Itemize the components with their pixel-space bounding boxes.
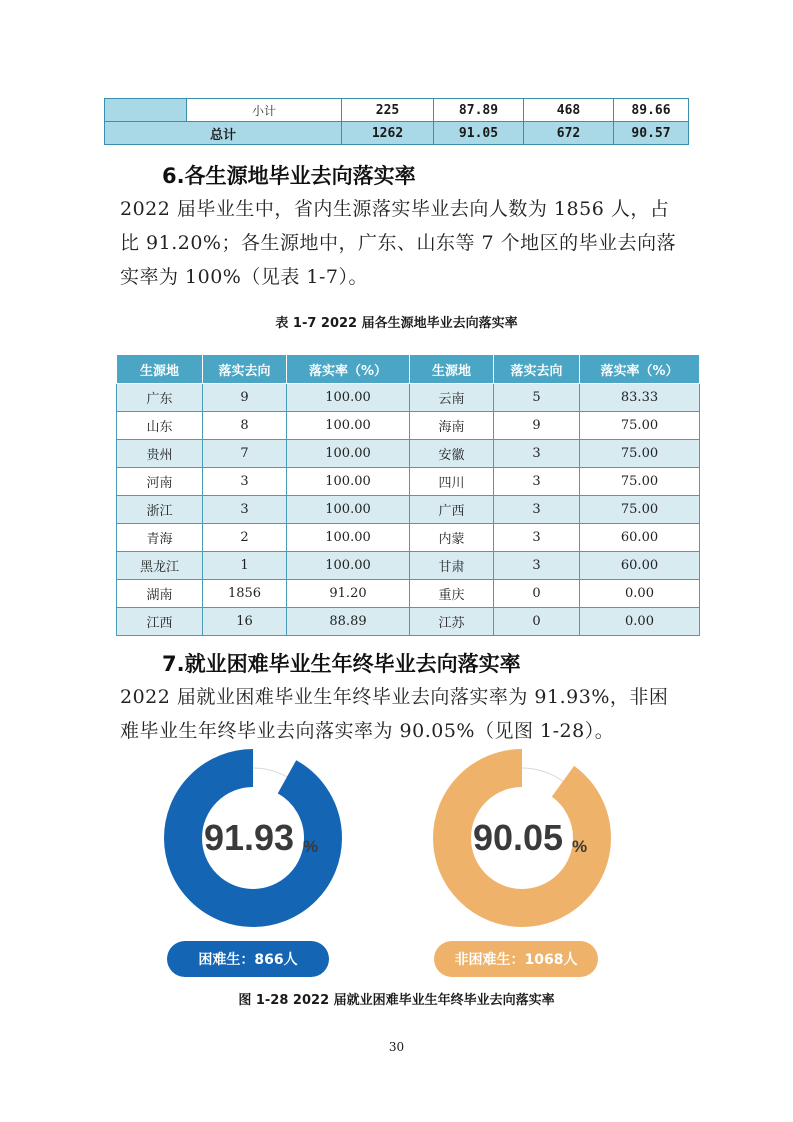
table-cell: 60.00: [580, 552, 700, 580]
table-cell: 3: [494, 468, 580, 496]
table-row: [117, 608, 700, 636]
table-cell: 75.00: [580, 412, 700, 440]
table-cell: 内蒙: [410, 524, 494, 552]
table-cell: 100.00: [287, 496, 410, 524]
table-cell: 91.20: [287, 580, 410, 608]
subtotal-label: 小计: [187, 99, 342, 122]
section7-heading: 7.就业困难毕业生年终毕业去向落实率: [162, 652, 521, 676]
table17-header-row: [117, 355, 700, 384]
section6-paragraph: 2022 届毕业生中，省内生源落实毕业去向人数为 1856 人，占比 91.20%；各生源地中，广东、山东等 7 个地区的毕业去向落实率为 100%（见表 1-7）。: [120, 198, 677, 288]
header-origin: 生源地: [117, 355, 203, 384]
table-cell: 黑龙江: [117, 552, 203, 580]
table-cell: 广东: [117, 384, 203, 412]
header-placed: 落实去向: [494, 355, 580, 384]
table-cell: 江西: [117, 608, 203, 636]
table-cell: 100.00: [287, 412, 410, 440]
donut-value-difficult: 91.93: [203, 817, 295, 858]
table-cell: 江苏: [410, 608, 494, 636]
table-cell: 山东: [117, 412, 203, 440]
donut-chart-difficult: [163, 748, 343, 928]
table17-caption: 表 1-7 2022 届各生源地毕业去向落实率: [275, 316, 518, 331]
table-cell: 100.00: [287, 384, 410, 412]
badge-difficult: 困难生：866人: [167, 941, 329, 977]
badge-nondifficult: 非困难生：1068人: [434, 941, 598, 977]
table-cell: 60.00: [580, 524, 700, 552]
header-origin: 生源地: [410, 355, 494, 384]
table-cell: 3: [494, 552, 580, 580]
table-cell: 88.89: [287, 608, 410, 636]
donut-unit: %: [303, 837, 319, 856]
table-cell: 5: [494, 384, 580, 412]
table-cell: 四川: [410, 468, 494, 496]
table-cell: 青海: [117, 524, 203, 552]
subtotal-row: 小计 225 87.89 468 89.66: [105, 99, 689, 122]
table-cell: 甘肃: [410, 552, 494, 580]
table-row: [117, 580, 700, 608]
table-cell: 8: [203, 412, 287, 440]
table-cell: 河南: [117, 468, 203, 496]
header-rate: 落实率（%）: [580, 355, 700, 384]
header-placed: 落实去向: [203, 355, 287, 384]
table-cell: 3: [494, 524, 580, 552]
table-cell: 0: [494, 608, 580, 636]
table-cell: 75.00: [580, 468, 700, 496]
table-row: [117, 384, 700, 412]
table-cell: 云南: [410, 384, 494, 412]
table-cell: 广西: [410, 496, 494, 524]
table17: [116, 354, 700, 636]
table-cell: 1856: [203, 580, 287, 608]
table-cell: 7: [203, 440, 287, 468]
table-cell: 海南: [410, 412, 494, 440]
table-row: [117, 524, 700, 552]
table-cell: 0.00: [580, 608, 700, 636]
table-row: [117, 440, 700, 468]
table-cell: 100.00: [287, 468, 410, 496]
table-cell: 3: [494, 496, 580, 524]
table-row: [117, 412, 700, 440]
table-cell: 100.00: [287, 440, 410, 468]
table-cell: 贵州: [117, 440, 203, 468]
table-cell: 75.00: [580, 440, 700, 468]
table-cell: 100.00: [287, 552, 410, 580]
table-cell: 湖南: [117, 580, 203, 608]
donut-unit: %: [572, 837, 588, 856]
table-cell: 2: [203, 524, 287, 552]
table-cell: 0.00: [580, 580, 700, 608]
table-cell: 0: [494, 580, 580, 608]
table-cell: 16: [203, 608, 287, 636]
section7-paragraph: 2022 届就业困难毕业生年终毕业去向落实率为 91.93%，非困难毕业生年终毕业去向落实率为 90.05%（见图 1-28）。: [120, 686, 669, 742]
table-cell: 83.33: [580, 384, 700, 412]
table-cell: 安徽: [410, 440, 494, 468]
table17-body: [117, 384, 700, 636]
donut-value-nondifficult: 90.05: [472, 817, 564, 858]
table-cell: 3: [203, 496, 287, 524]
total-label: 总计: [105, 122, 342, 145]
page-number: 30: [388, 1040, 405, 1054]
total-row: 总计 1262 91.05 672 90.57: [105, 122, 689, 145]
table-cell: 浙江: [117, 496, 203, 524]
table-cell: 9: [494, 412, 580, 440]
table-cell: 1: [203, 552, 287, 580]
table-row: [117, 468, 700, 496]
table-row: [117, 552, 700, 580]
table-cell: 重庆: [410, 580, 494, 608]
table-cell: 3: [494, 440, 580, 468]
top-summary-table: [104, 98, 689, 145]
figure-caption: 图 1-28 2022 届就业困难毕业生年终毕业去向落实率: [238, 993, 555, 1008]
donut-chart-nondifficult: [432, 748, 612, 928]
header-rate: 落实率（%）: [287, 355, 410, 384]
table-cell: 100.00: [287, 524, 410, 552]
table-cell: 75.00: [580, 496, 700, 524]
table-cell: 3: [203, 468, 287, 496]
table-cell: 9: [203, 384, 287, 412]
table-row: [117, 496, 700, 524]
section6-heading: 6.各生源地毕业去向落实率: [162, 164, 416, 188]
